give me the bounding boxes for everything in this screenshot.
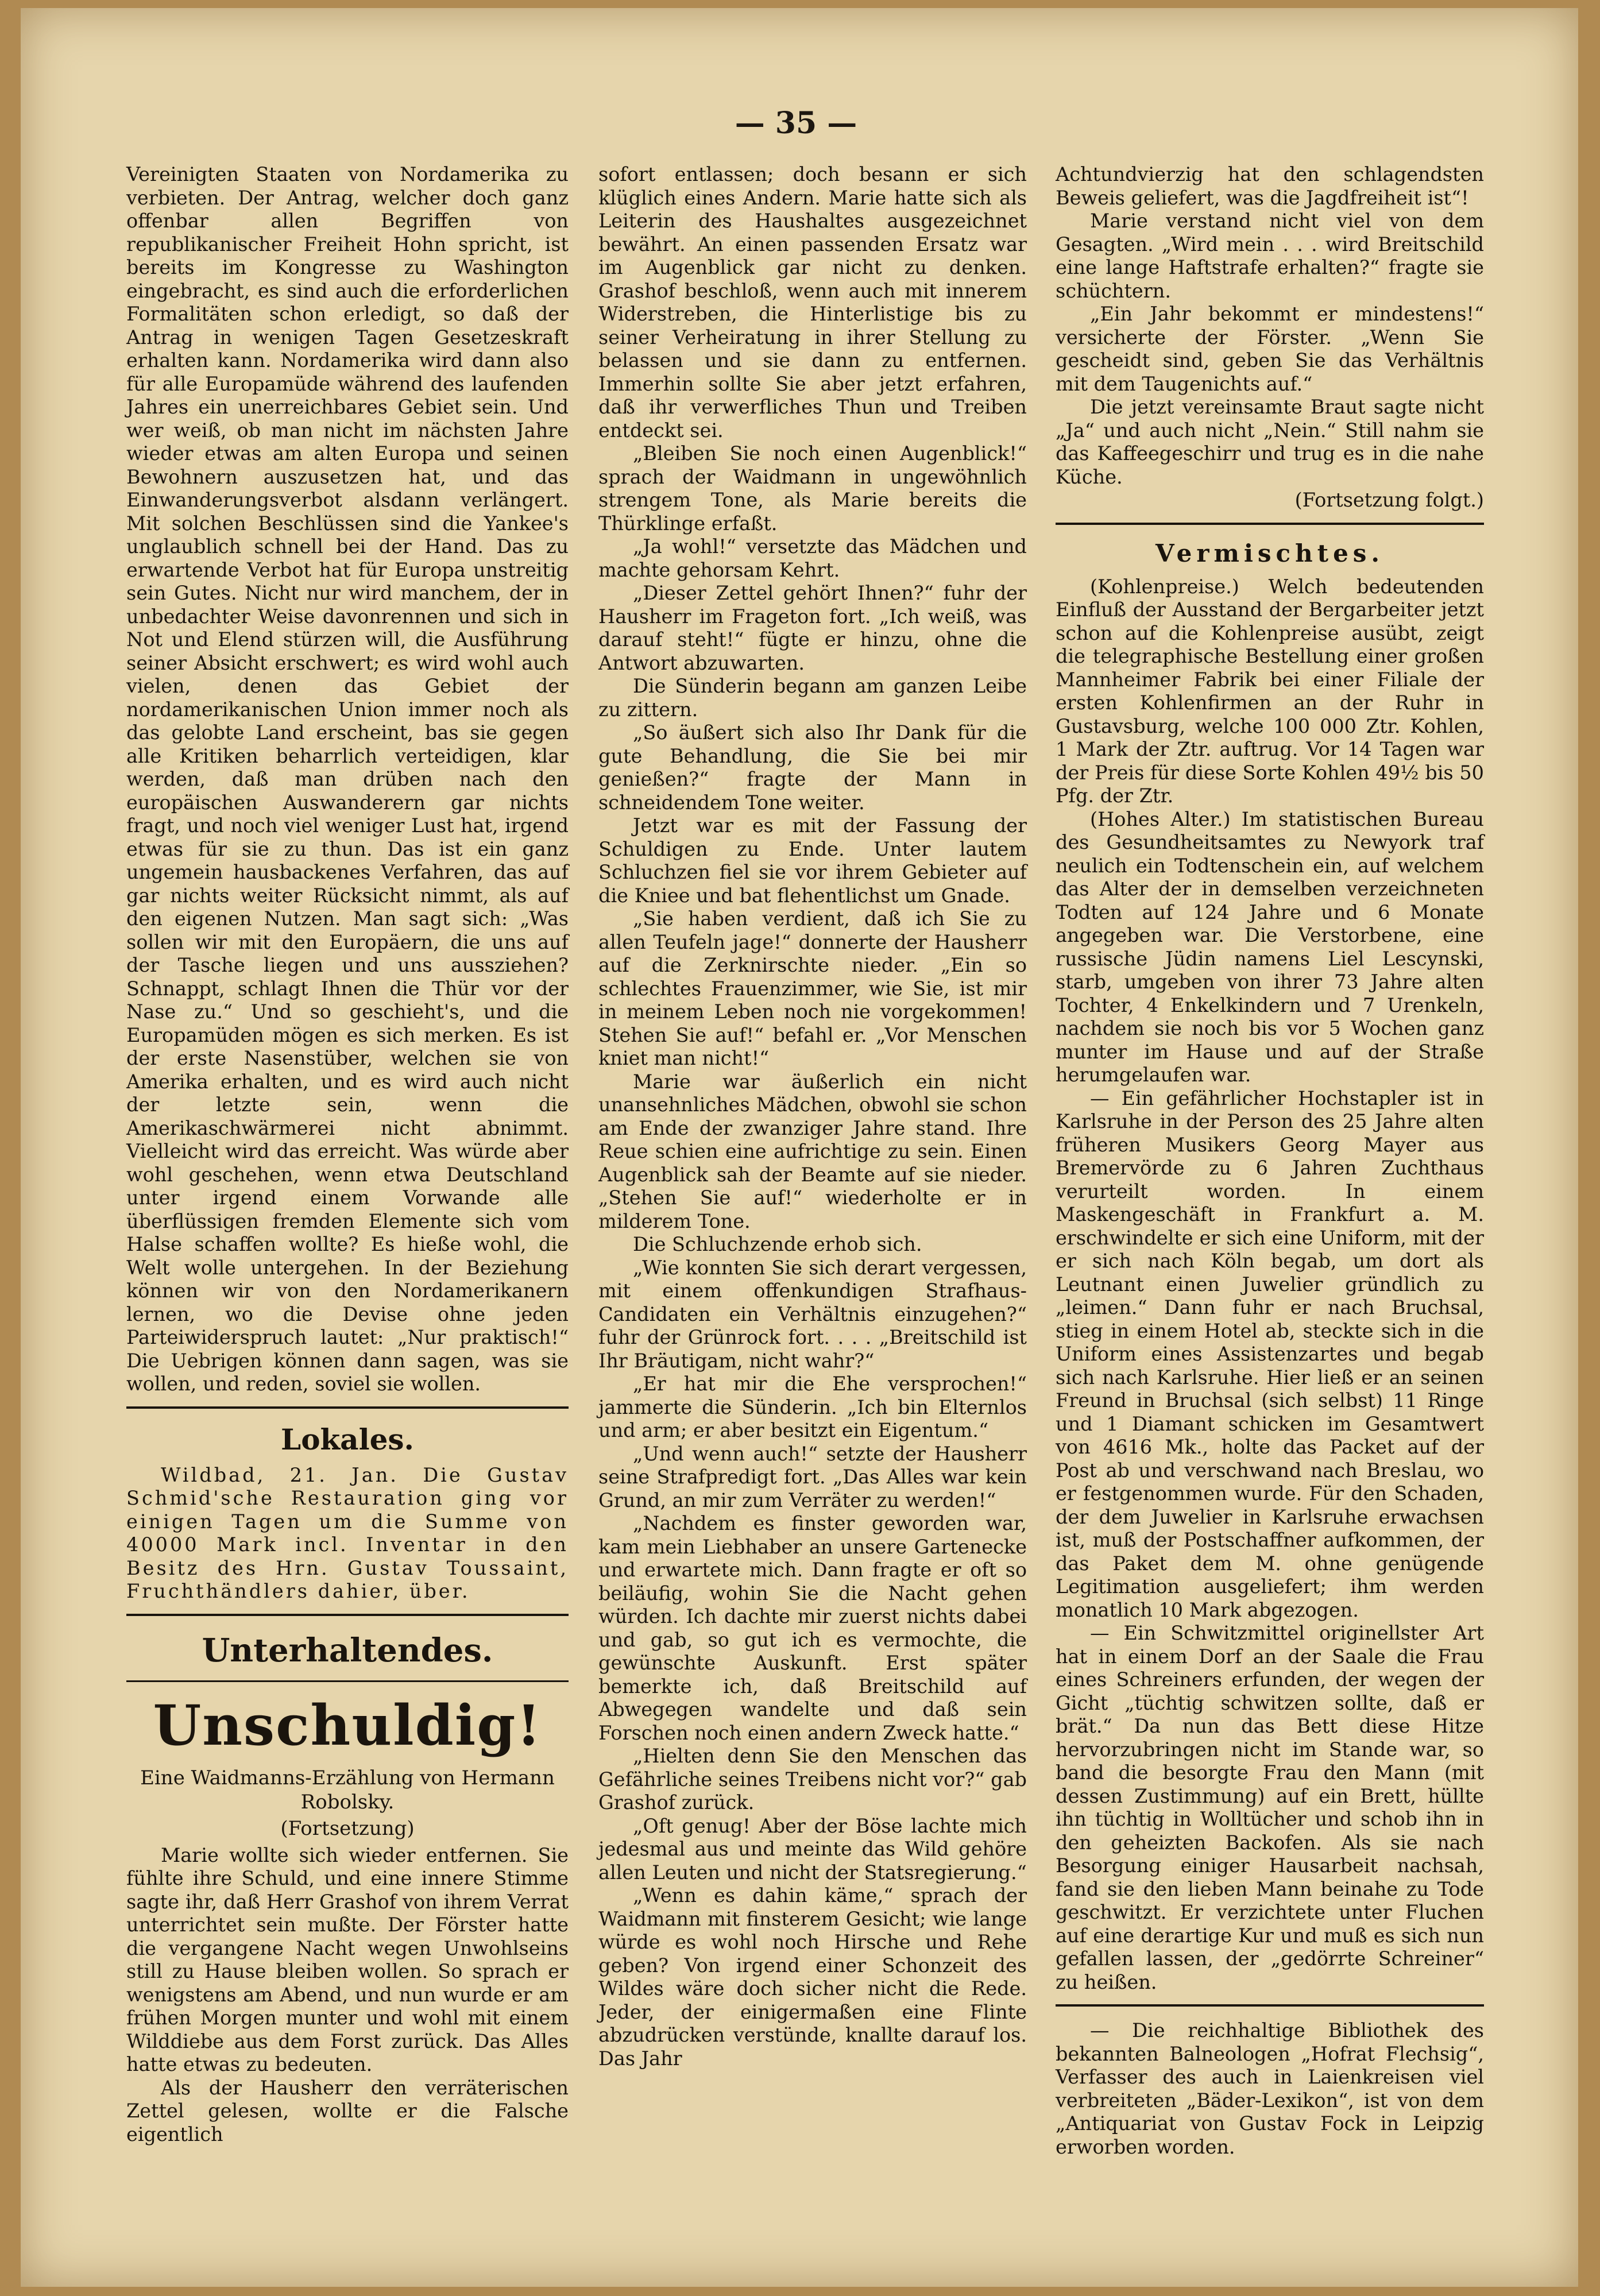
- story-paragraph: „Hielten denn Sie den Menschen das Gefährliche seines Treibens nicht vor?“ gab Grashof zurück.: [598, 1745, 1027, 1814]
- section-divider: [126, 1680, 569, 1682]
- story-paragraph: „Nachdem es finster geworden war, kam mein Liebhaber an unsere Gartenecke und erwartete mich. Dann fragte er oft so beiläufig, wohin Sie die Nacht gehen würden. Ich dachte mir zuerst nichts dabei und gab, so gut ich es vermochte, die gewünschte Auskunft. Erst später bemerkte ich, daß Breitschild auf Abwegegen wandelte und daß sein Forschen noch einen andern Zweck hatte.“: [598, 1512, 1027, 1744]
- lokales-paragraph: Wildbad, 21. Jan. Die Gustav Schmid'sche Restauration ging vor einigen Tagen um die Summe von 40000 Mark incl. Inventar in den Besitz des Hrn. Gustav Toussaint, Fruchthändlers dahier, über.: [126, 1463, 569, 1602]
- section-divider: [126, 1614, 569, 1616]
- story-continued-label: (Fortsetzung): [280, 1816, 415, 1840]
- story-paragraph: Marie verstand nicht viel von dem Gesagten. „Wird mein . . . wird Breitschild eine lange Haftstrafe erhalten?“ fragte sie schüchtern.: [1056, 210, 1484, 302]
- news-paragraph: (Kohlenpreise.) Welch bedeutenden Einfluß der Ausstand der Bergarbeiter jetzt schon auf die Kohlenpreise ausübt, zeigt die telegraphische Bestellung einer großen Mannheimer Fabrik bei einer Filiale der ersten Kohlenfirmen an der Ruhr in Gustavsburg, welche 100 000 Ztr. Kohlen, 1 Mark der Ztr. auftrug. Vor 14 Tagen war der Preis für diese Sorte Kohlen 49½ bis 50 Pfg. der Ztr.: [1056, 575, 1484, 807]
- story-paragraph: Marie wollte sich wieder entfernen. Sie fühlte ihre Schuld, und eine innere Stimme sagte ihr, daß Herr Grashof von ihrem Verrat unterrichtet sein mußte. Der Förster hatte die vergangene Nacht wegen Unwohlseins still zu Hause bleiben wollen. So sprach er wenigstens am Abend, und nun wurde er am frühen Morgen munter und wohl mit einem Wilddiebe aus dem Forst zurück. Das Alles hatte etwas zu bedeuten.: [126, 1843, 569, 2075]
- story-paragraph: „Sie haben verdient, daß ich Sie zu allen Teufeln jage!“ donnerte der Hausherr auf die Zerknirschte nieder. „Ein so schlechtes Frauenzimmer, wie Sie, ist mir in meinem Leben noch nie vorgekommen! Stehen Sie auf!“ befahl er. „Vor Menschen kniet man nicht!“: [598, 907, 1027, 1069]
- article-paragraph: Vereinigten Staaten von Nordamerika zu verbieten. Der Antrag, welcher doch ganz offenbar allen Begriffen von republikanischer Freiheit Hohn spricht, ist bereits im Kongresse zu Washington eingebracht, es sind auch die erforderlichen Formalitäten schon erledigt, so daß der Antrag in wenigen Tagen Gesetzeskraft erhalten kann. Nordamerika wird dann also für alle Europamüde während des laufenden Jahres ein unerreichbares Gebiet sein. Und wer weiß, ob man nicht im nächsten Jahre wieder etwas am alten Europa und seinen Bewohnern auszusetzen hat, und das Einwanderungsverbot alsdann verlängert. Mit solchen Beschlüssen sind die Yankee's unglaublich schnell bei der Hand. Das zu erwartende Verbot hat für Europa unstreitig sein Gutes. Nicht nur wird manchem, der in unbedachter Weise davonrennen und sich in Not und Elend stürzen will, die Ausführung seiner Absicht erschwert; es wird wohl auch vielen, denen das Gebiet der nordamerikanischen Union immer noch als das gelobte Land erscheint, bas sie gegen alle Kritiken beharrlich verteidigen, klar werden, daß man drüben nach den europäischen Auswanderern gar nichts fragt, und noch viel weniger Lust hat, irgend etwas für sie zu thun. Das ist ein ganz ungemein hausbackenes Verfahren, das auf gar nichts weiter Rücksicht nimmt, als auf den eigenen Nutzen. Man sagt sich: „Was sollen wir mit den Europäern, die uns auf der Tasche liegen und uns aussziehen? Schnappt, schlagt Ihnen die Thür vor der Nase zu.“ Und so geschieht's, und die Europamüden mögen es sich merken. Es ist der erste Nasenstüber, welchen sie von Amerika erhalten, und es wird auch nicht der letzte sein, wenn die Amerikaschwärmerei nicht abnimmt. Vielleicht wird das erreicht. Was würde aber wohl geschehen, wenn etwa Deutschland unter irgend einem Vorwande alle überflüssigen fremden Elemente sich vom Halse schaffen wollte? Es hieße wohl, die Welt wolle untergehen. In der Beziehung können wir von den Nordamerikanern lernen, wo die Devise ohne jeden Parteiwiderspruch lautet: „Nur praktisch!“ Die Uebrigen können dann sagen, was sie wollen, und reden, soviel sie wollen.: [126, 163, 569, 1395]
- story-paragraph: Achtundvierzig hat den schlagendsten Beweis geliefert, was die Jagdfreiheit ist“!: [1056, 163, 1484, 209]
- story-subtitle: Eine Waidmanns-Erzählung von Hermann Robolsky.: [140, 1766, 555, 1814]
- column-3: [1056, 163, 1484, 2159]
- story-paragraph: „Und wenn auch!“ setzte der Hausherr seine Strafpredigt fort. „Das Alles war kein Grund, an mir zum Verräter zu werden!“: [598, 1442, 1027, 1512]
- story-paragraph: „Er hat mir die Ehe versprochen!“ jammerte die Sünderin. „Ich bin Elternlos und arm; er aber besitzt ein Eigentum.“: [598, 1373, 1027, 1441]
- unterhaltendes-heading: Unterhaltendes.: [202, 1631, 493, 1669]
- advert-paragraph: — Die reichhaltige Bibliothek des bekannten Balneologen „Hofrat Flechsig“, Verfasser des auch in Laienkreisen viel verbreiteten „Bäder-Lexikon“, ist von dem „Antiquariat von Gustav Fock in Leipzig erworben worden.: [1056, 2019, 1484, 2158]
- story-paragraph: Die Schluchzende erhob sich.: [633, 1233, 922, 1255]
- story-paragraph: „Wie konnten Sie sich derart vergessen, mit einem offenkundigen Strafhaus-Candidaten ein Verhältnis einzugehen?“ fuhr der Grünrock fort. . . . „Breitschild ist Ihr Bräutigam, nicht wahr?“: [598, 1256, 1027, 1372]
- to-be-continued-label: (Fortsetzung folgt.): [1294, 489, 1484, 511]
- story-paragraph: Die Sünderin begann am ganzen Leibe zu zittern.: [598, 675, 1027, 721]
- column-1: [126, 163, 569, 2146]
- vermischtes-heading: Vermischtes.: [1155, 539, 1385, 567]
- news-paragraph: — Ein gefährlicher Hochstapler ist in Karlsruhe in der Person des 25 Jahre alten früheren Musikers Georg Mayer aus Bremervörde zu 6 Jahren Zuchthaus verurteilt worden. In einem Maskengeschäft in Frankfurt a. M. erschwindelte er sich eine Uniform, mit der er sich nach Köln begab, um dort als Leutnant einen Juwelier gründlich zu „leimen.“ Dann fuhr er nach Bruchsal, stieg in einem Hotel ab, steckte sich in die Uniform eines Assistenzartes und begab sich nach Karlsruhe. Hier ließ er an seinen Freund in Bruchsal (sich selbst) 11 Ringe und 1 Diamant schicken im Gesamtwert von 4616 Mk., holte das Packet auf der Post ab und verschwand nach Breslau, wo er festgenommen wurde. Für den Schaden, der dem Juwelier in Karlsruhe erwachsen ist, muß der Postschaffner aufkommen, der das Paket dem M. ohne genügende Legitimation ausgeliefert; ihm werden monatlich 10 Mark abgezogen.: [1056, 1087, 1484, 1621]
- section-divider: [1056, 523, 1484, 525]
- story-paragraph: Marie war äußerlich ein nicht unansehnliches Mädchen, obwohl sie schon am Ende der zwanziger Jahre stand. Ihre Reue schien eine aufrichtige zu sein. Einen Augenblick sah der Beamte auf sie nieder. „Stehen Sie auf!“ wiederholte er in milderem Tone.: [598, 1070, 1027, 1232]
- news-paragraph: — Ein Schwitzmittel originellster Art hat in einem Dorf an der Saale die Frau eines Schreiners erfunden, der wegen der Gicht „tüchtig schwitzen sollte, daß er brät.“ Da nun das Bett diese Hitze hervorzubringen nicht im Stande war, so band die besorgte Frau den Mann (mit dessen Zustimmung) auf ein Brett, hüllte ihn tüchtig in Wolltücher und schob ihn in den geheizten Backofen. Als sie nach Besorgung einiger Hausarbeit nachsah, fand sie den lieben Mann beinahe zu Tode geschwitzt. Er verzichtete unter Fluchen auf eine derartige Kur und muß es sich nun gefallen lassen, der „gedörrte Schreiner“ zu heißen.: [1056, 1622, 1484, 1993]
- story-paragraph: „Dieser Zettel gehört Ihnen?“ fuhr der Hausherr im Frageton fort. „Ich weiß, was darauf steht!“ fügte er hinzu, ohne die Antwort abzuwarten.: [598, 582, 1027, 674]
- section-divider: [126, 1406, 569, 1409]
- lokales-heading: Lokales.: [281, 1422, 414, 1456]
- story-paragraph: sofort entlassen; doch besann er sich klüglich eines Andern. Marie hatte sich als Leiterin des Haushaltes ausgezeichnet bewährt. An einen passenden Ersatz war im Augenblick gar nicht zu denken. Grashof beschloß, wenn auch mit innerem Widerstreben, die Hinterlistige bis zu seiner Verheiratung in ihrer Stellung zu belassen und sie dann zu entfernen. Immerhin sollte Sie aber jetzt erfahren, daß ihr verwerfliches Thun und Treiben entdeckt sei.: [598, 163, 1027, 442]
- story-paragraph: „Oft genug! Aber der Böse lachte mich jedesmal aus und meinte das Wild gehöre allen Leuten und nicht der Statsregierung.“: [598, 1814, 1027, 1884]
- story-paragraph: „Bleiben Sie noch einen Augenblick!“ sprach der Waidmann in ungewöhnlich strengem Tone, als Marie bereits die Thürklinge erfaßt.: [598, 442, 1027, 535]
- story-paragraph: Als der Hausherr den verräterischen Zettel gelesen, wollte er die Falsche eigentlich: [126, 2076, 569, 2146]
- story-paragraph: „Ein Jahr bekommt er mindestens!“ versicherte der Förster. „Wenn Sie gescheidt sind, geben Sie das Verhältnis mit dem Taugenichts auf.“: [1056, 303, 1484, 395]
- news-paragraph: (Hohes Alter.) Im statistischen Bureau des Gesundheitsamtes zu Newyork traf neulich ein Todtenschein ein, auf welchem das Alter der in demselben verzeichneten Todten auf 124 Jahre und 6 Monate angegeben war. Die Verstorbene, eine russische Jüdin namens Liel Lescynski, starb, umgeben von ihrer 73 Jahre alten Tochter, 4 Enkelkindern und 7 Urenkeln, nachdem sie noch bis vor 5 Wochen ganz munter im Hause und auf der Straße herumgelaufen war.: [1056, 807, 1484, 1086]
- column-2: [598, 163, 1027, 2070]
- story-title: Unschuldig!: [153, 1692, 542, 1758]
- section-divider: [1056, 2004, 1484, 2007]
- story-paragraph: „So äußert sich also Ihr Dank für die gute Behandlung, die Sie bei mir genießen?“ fragte der Mann in schneidendem Tone weiter.: [598, 721, 1027, 814]
- story-paragraph: „Wenn es dahin käme,“ sprach der Waidmann mit finsterem Gesicht; wie lange würde es wohl noch Hirsche und Rehe geben? Von irgend einer Schonzeit des Wildes wäre doch sicher nicht die Rede. Jeder, der einigermaßen eine Flinte abzudrücken verstünde, knallte darauf los. Das Jahr: [598, 1884, 1027, 2070]
- page-number: — 35 —: [735, 106, 857, 141]
- story-paragraph: Die jetzt vereinsamte Braut sagte nicht „Ja“ und auch nicht „Nein.“ Still nahm sie das Kaffeegeschirr und trug es in die nahe Küche.: [1056, 396, 1484, 488]
- story-paragraph: „Ja wohl!“ versetzte das Mädchen und machte gehorsam Kehrt.: [598, 535, 1027, 581]
- story-paragraph: Jetzt war es mit der Fassung der Schuldigen zu Ende. Unter lautem Schluchzen fiel sie vor ihrem Gebieter auf die Kniee und bat flehentlichst um Gnade.: [598, 814, 1027, 907]
- newspaper-page: [21, 8, 1578, 2287]
